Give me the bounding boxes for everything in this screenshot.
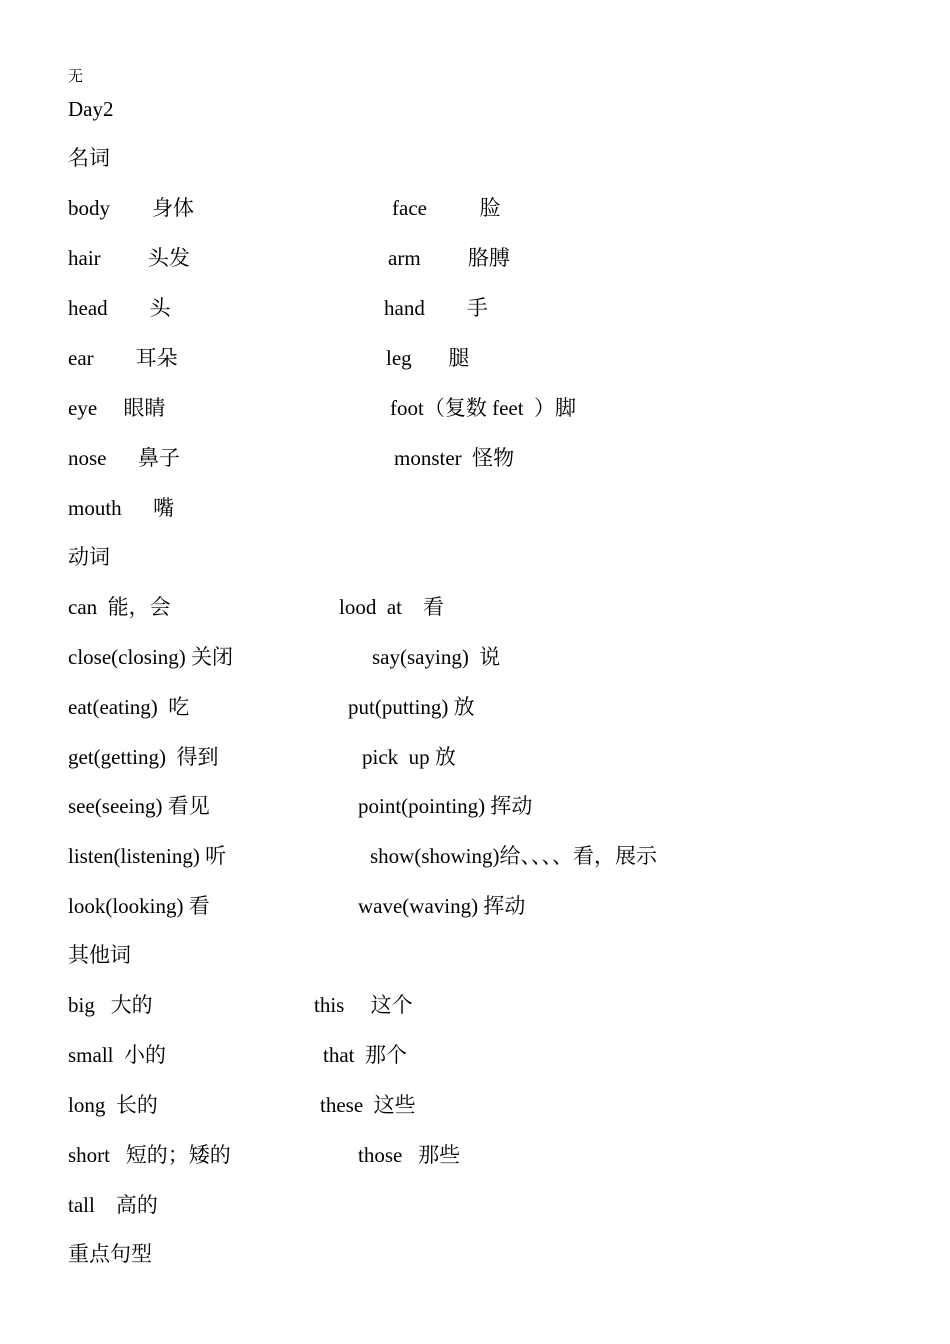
verb-left-item: get(getting) 得到 — [68, 745, 219, 769]
noun-right-item: arm 胳膊 — [388, 246, 510, 270]
noun-left-item: eye 眼睛 — [68, 396, 166, 420]
other-left-item: tall 高的 — [68, 1193, 158, 1217]
noun-left-item: head 头 — [68, 296, 171, 320]
noun-left-item: hair 头发 — [68, 246, 190, 270]
section-heading-nouns: 名词 — [68, 146, 110, 170]
verb-right-item: point(pointing) 挥动 — [358, 794, 533, 818]
other-right-item: those 那些 — [358, 1143, 461, 1167]
section-heading-sentences: 重点句型 — [68, 1242, 152, 1266]
noun-left-item: ear 耳朵 — [68, 346, 178, 370]
verb-left-item: can 能，会 — [68, 595, 171, 619]
noun-left-item: mouth 嘴 — [68, 496, 175, 520]
verb-left-item: eat(eating) 吃 — [68, 695, 190, 719]
noun-right-item: monster 怪物 — [394, 446, 515, 470]
verb-left-item: see(seeing) 看见 — [68, 794, 210, 818]
verb-right-item: show(showing)给、、、、看，展示 — [370, 844, 657, 868]
other-left-item: long 长的 — [68, 1093, 158, 1117]
section-heading-others: 其他词 — [68, 943, 131, 967]
header-mark: 无 — [68, 69, 84, 85]
verb-right-item: lood at 看 — [339, 595, 444, 619]
noun-right-item: face 脸 — [392, 196, 501, 220]
noun-left-item: nose 鼻子 — [68, 446, 180, 470]
other-right-item: that 那个 — [323, 1043, 407, 1067]
noun-right-item: foot（复数 feet ）脚 — [390, 396, 577, 420]
verb-right-item: pick up 放 — [362, 745, 456, 769]
verb-right-item: say(saying) 说 — [372, 645, 501, 669]
verb-right-item: put(putting) 放 — [348, 695, 475, 719]
verb-right-item: wave(waving) 挥动 — [358, 894, 526, 918]
verb-left-item: listen(listening) 听 — [68, 844, 227, 868]
noun-right-item: hand 手 — [384, 296, 488, 320]
section-heading-verbs: 动词 — [68, 545, 110, 569]
verb-left-item: close(closing) 关闭 — [68, 645, 234, 669]
other-right-item: these 这些 — [320, 1093, 416, 1117]
noun-left-item: body 身体 — [68, 196, 194, 220]
other-left-item: big 大的 — [68, 993, 153, 1017]
other-left-item: small 小的 — [68, 1043, 166, 1067]
other-left-item: short 短的；矮的 — [68, 1143, 231, 1167]
verb-left-item: look(looking) 看 — [68, 894, 210, 918]
noun-right-item: leg 腿 — [386, 346, 470, 370]
page-title: Day2 — [68, 97, 114, 121]
other-right-item: this 这个 — [314, 993, 413, 1017]
